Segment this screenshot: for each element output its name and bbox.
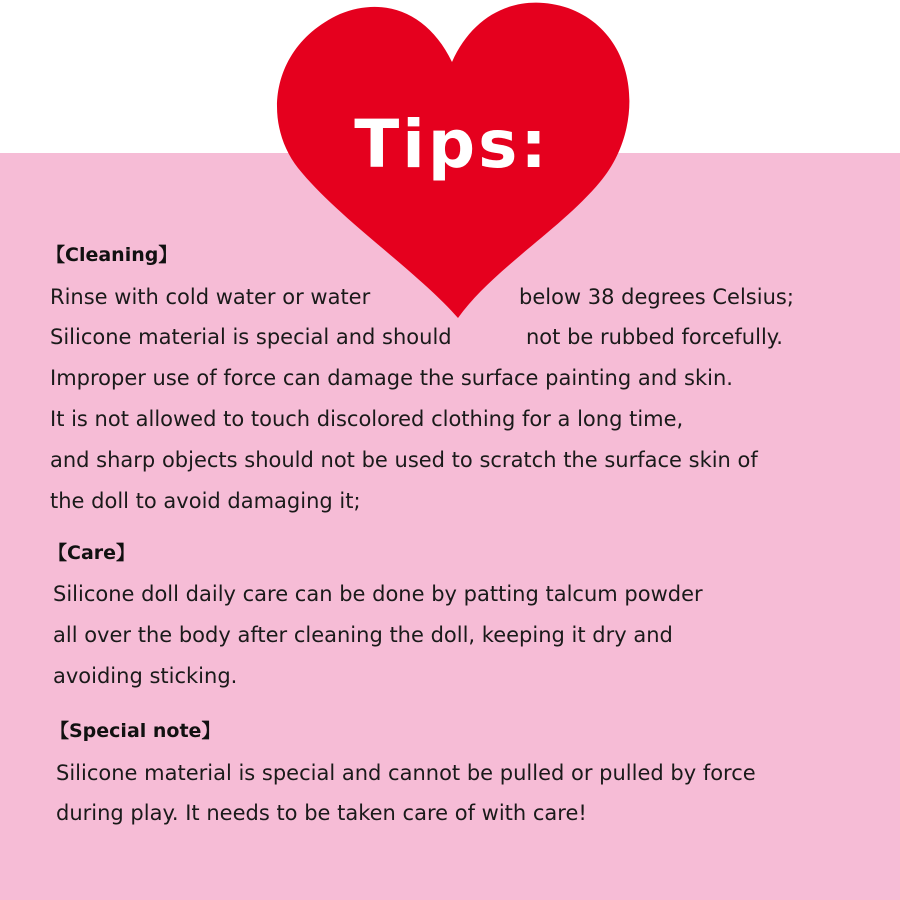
tips-title: Tips: [354, 106, 550, 183]
cleaning-line-5: and sharp objects should not be used to scratch the surface skin of [50, 448, 758, 472]
care-line-3: avoiding sticking. [53, 664, 238, 688]
cleaning-line-1b: below 38 degrees Celsius; [519, 285, 794, 309]
heart-icon [268, 0, 636, 320]
special-note-line-1: Silicone material is special and cannot be pulled or pulled by force [56, 761, 756, 785]
cleaning-heading: 【Cleaning】 [46, 244, 178, 266]
cleaning-line-3: Improper use of force can damage the surface painting and skin. [50, 366, 733, 390]
care-heading: 【Care】 [48, 542, 136, 564]
care-line-1: Silicone doll daily care can be done by patting talcum powder [53, 582, 703, 606]
special-note-line-2: during play. It needs to be taken care of with care! [56, 801, 587, 825]
cleaning-line-4: It is not allowed to touch discolored clothing for a long time, [50, 407, 684, 431]
special-note-heading: 【Special note】 [50, 720, 221, 742]
care-line-2: all over the body after cleaning the doll, keeping it dry and [53, 623, 673, 647]
cleaning-line-6: the doll to avoid damaging it; [50, 489, 361, 513]
cleaning-line-2a: Silicone material is special and should [50, 325, 452, 349]
cleaning-line-2b: not be rubbed forcefully. [526, 325, 783, 349]
cleaning-line-1a: Rinse with cold water or water [50, 285, 371, 309]
